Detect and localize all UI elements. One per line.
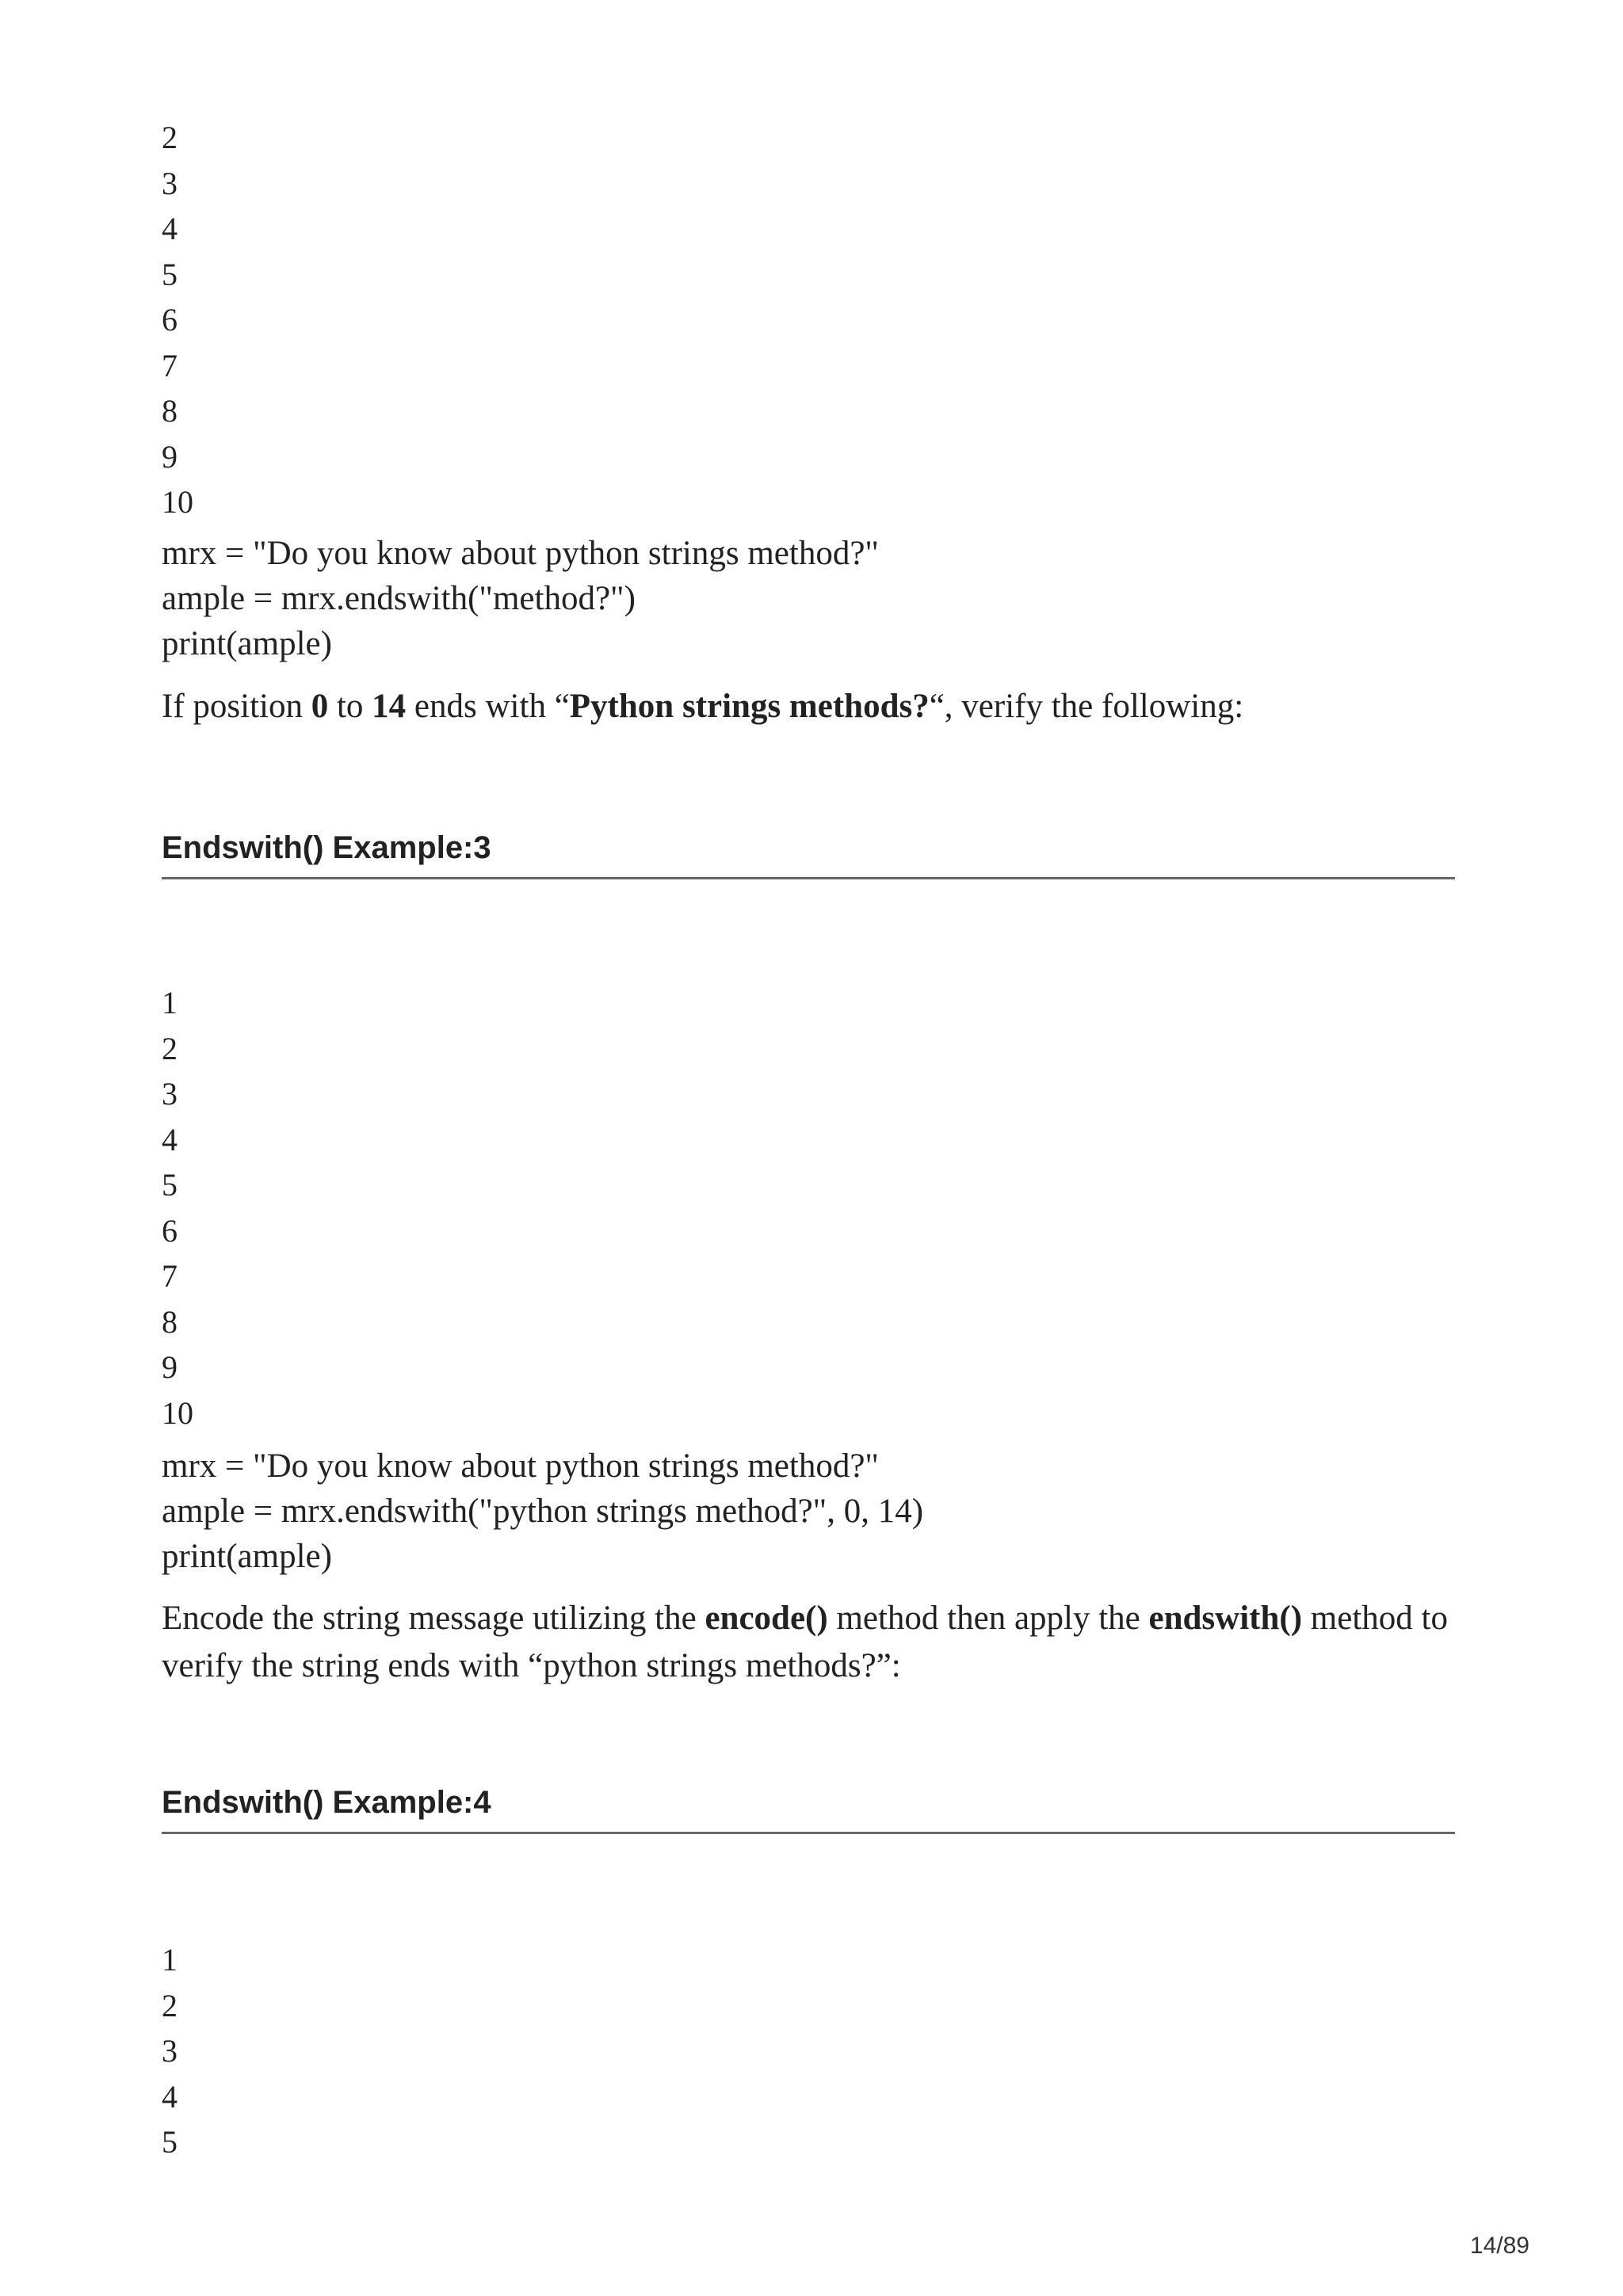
line-number: 2 bbox=[162, 120, 178, 155]
line-numbers bbox=[162, 115, 193, 525]
line-number: 4 bbox=[162, 2078, 178, 2115]
line-number: 1 bbox=[162, 1942, 178, 1978]
code-line: ample = mrx.endswith("method?") bbox=[162, 580, 636, 617]
line-number: 2 bbox=[162, 1030, 178, 1066]
line-number: 4 bbox=[162, 1121, 178, 1158]
line-number: 5 bbox=[162, 256, 178, 292]
line-number: 6 bbox=[162, 302, 178, 338]
line-number: 5 bbox=[162, 2124, 178, 2160]
section-heading: Endswith() Example:4 bbox=[162, 1785, 1455, 1834]
line-number: 10 bbox=[162, 1394, 193, 1431]
line-number: 5 bbox=[162, 1167, 178, 1203]
line-number: 9 bbox=[162, 1349, 178, 1385]
line-number: 10 bbox=[162, 484, 193, 520]
line-number: 8 bbox=[162, 393, 178, 429]
line-number: 3 bbox=[162, 2033, 178, 2069]
line-numbers bbox=[162, 1937, 178, 2165]
description-paragraph: Encode the string message utilizing the encode() method then apply the endswith() method to verify the string ends with “python strings methods?”: bbox=[162, 1600, 1448, 1684]
code-block bbox=[162, 1444, 923, 1579]
line-number: 7 bbox=[162, 347, 178, 383]
code-line: mrx = "Do you know about python strings method?" bbox=[162, 535, 879, 572]
line-number: 4 bbox=[162, 211, 178, 246]
code-line: print(ample) bbox=[162, 1538, 332, 1575]
page-number: 14/89 bbox=[1469, 2233, 1529, 2259]
line-number: 9 bbox=[162, 438, 178, 475]
line-number: 6 bbox=[162, 1212, 178, 1249]
line-number: 2 bbox=[162, 1987, 178, 2023]
section-heading: Endswith() Example:3 bbox=[162, 830, 1455, 879]
code-line: print(ample) bbox=[162, 625, 332, 662]
line-number: 3 bbox=[162, 165, 178, 201]
code-line: ample = mrx.endswith("python strings method?", 0, 14) bbox=[162, 1493, 924, 1530]
line-number: 1 bbox=[162, 985, 178, 1020]
line-numbers bbox=[162, 980, 193, 1436]
line-number: 7 bbox=[162, 1258, 178, 1294]
code-block bbox=[162, 531, 879, 666]
line-number: 3 bbox=[162, 1076, 178, 1112]
line-number: 8 bbox=[162, 1303, 178, 1340]
code-line: mrx = "Do you know about python strings method?" bbox=[162, 1447, 879, 1485]
description-paragraph: If position 0 to 14 ends with “Python strings methods?“, verify the following: bbox=[162, 688, 1244, 725]
